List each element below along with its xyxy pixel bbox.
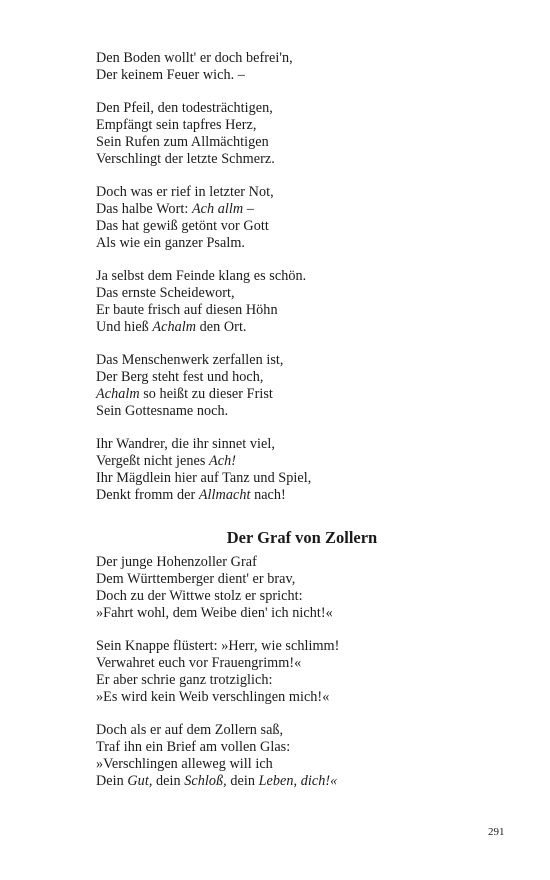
emphasis-text: Ach allm [191,201,244,217]
verse-line [96,117,516,134]
verse-line [96,235,516,252]
verse-text: Ja selbst dem Feinde klang es schön. [96,268,307,284]
verse-text: Traf ihn ein Brief am vollen Glas: [96,739,291,755]
verse-text: so heißt zu dieser Frist [139,386,273,402]
verse-text: »Fahrt wohl, dem Weibe dien' ich nicht!« [96,605,333,621]
verse-line [96,285,516,302]
verse-text: Das halbe Wort: [96,201,192,217]
verse-text: Das Menschenwerk zerfallen ist, [96,352,284,368]
verse-text: Empfängt sein tapfres Herz, [96,117,257,133]
verse-line [96,739,516,756]
stanza [96,352,516,420]
verse-text: Dem Württemberger dient' er brav, [96,571,296,587]
verse-text: Verschlingt der letzte Schmerz. [96,151,275,167]
verse-text: dein [152,773,185,789]
verse-text: Als wie ein ganzer Psalm. [96,235,245,251]
verse-line [96,369,516,386]
verse-text: Der keinem Feuer wich. – [96,67,245,83]
verse-text: Doch zu der Wittwe stolz er spricht: [96,588,303,604]
verse-line [96,453,516,470]
stanza [96,638,516,706]
verse-line [96,554,516,571]
verse-text: dein [226,773,259,789]
verse-text: Der junge Hohenzoller Graf [96,554,257,570]
emphasis-text: Allmacht [198,487,251,503]
verse-text: Doch als er auf dem Zollern saß, [96,722,284,738]
emphasis-text: Gut, [127,773,153,789]
poem-title: Der Graf von Zollern [226,528,378,547]
verse-line [96,756,516,773]
verse-line [96,655,516,672]
verse-line [96,403,516,420]
verse-text: Denkt fromm der [96,487,199,503]
verse-line [96,672,516,689]
verse-line [96,218,516,235]
verse-text: Sein Rufen zum Allmächtigen [96,134,269,150]
stanza [96,722,516,790]
verse-text: den Ort. [196,319,247,335]
verse-text: Der Berg steht fest und hoch, [96,369,264,385]
verse-text: Den Boden wollt' er doch befrei'n, [96,50,293,66]
verse-text: Ihr Wandrer, die ihr sinnet viel, [96,436,275,452]
verse-text: Verwahret euch vor Frauengrimm!« [96,655,302,671]
verse-line [96,352,516,369]
verse-line [96,386,516,403]
verse-text: Das hat gewiß getönt vor Gott [96,218,269,234]
stanza [96,268,516,336]
verse-line [96,436,516,453]
verse-line [96,151,516,168]
emphasis-text: Schloß, [184,773,227,789]
verse-text: Doch was er rief in letzter Not, [96,184,274,200]
verse-line [96,588,516,605]
verse-text: nach! [250,487,286,503]
verse-text: Er baute frisch auf diesen Höhn [96,302,278,318]
verse-line [96,638,516,655]
verse-text: Den Pfeil, den todesträchtigen, [96,100,273,116]
verse-text: »Verschlingen alleweg will ich [96,756,273,772]
verse-text: Sein Knappe flüstert: »Herr, wie schlimm! [96,638,340,654]
verse-line [96,67,516,84]
verse-text: Sein Gottesname noch. [96,403,229,419]
verse-line [96,50,516,67]
verse-line [96,134,516,151]
verse-line [96,201,516,218]
page-number: 291 [488,826,505,838]
emphasis-text: Leben, dich!« [258,773,338,789]
stanza [96,50,516,84]
stanza [96,100,516,168]
verse-text: Vergeßt nicht jenes [96,453,210,469]
verse-text: Er aber schrie ganz trotziglich: [96,672,273,688]
verse-line [96,470,516,487]
stanza [96,554,516,622]
emphasis-text: Achalm [152,319,197,335]
verse-line [96,773,516,790]
verse-line [96,184,516,201]
verse-text: – [243,201,254,217]
verse-line [96,319,516,336]
verse-text: »Es wird kein Weib verschlingen mich!« [96,689,330,705]
verse-line [96,487,516,504]
verse-text: Und hieß [96,319,153,335]
stanza [96,436,516,504]
verse-line [96,268,516,285]
verse-line [96,722,516,739]
stanza [96,184,516,252]
verse-text: Ihr Mägdlein hier auf Tanz und Spiel, [96,470,312,486]
verse-line [96,302,516,319]
verse-text: Dein [96,773,128,789]
verse-line [96,689,516,706]
emphasis-text: Ach! [209,453,237,469]
verse-line [96,605,516,622]
verse-line [96,100,516,117]
emphasis-text: Achalm [96,386,140,402]
verse-text: Das ernste Scheidewort, [96,285,235,301]
verse-line [96,571,516,588]
